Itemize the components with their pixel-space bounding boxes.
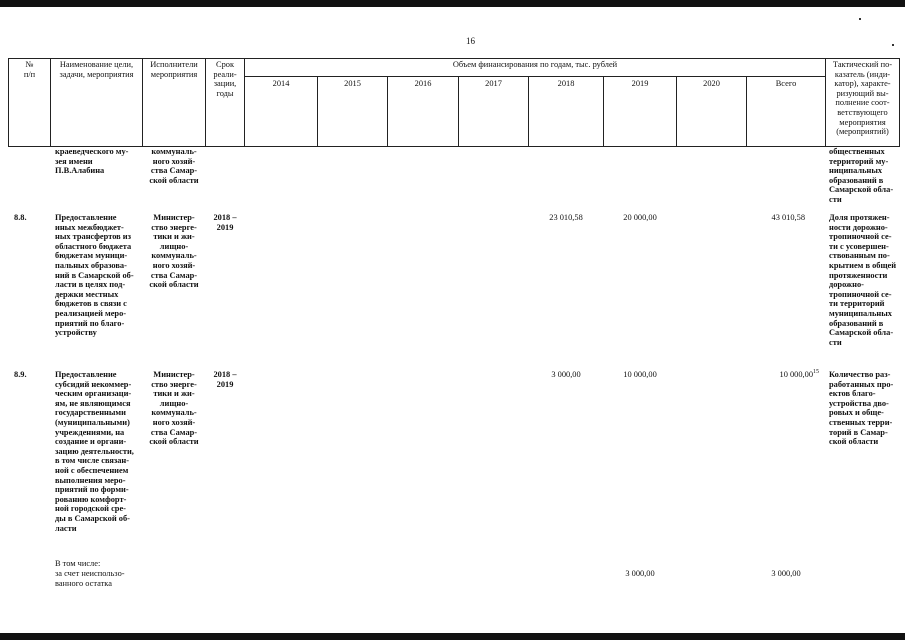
continuation-executor: коммуналь- ного хозяй- ства Самар- ской области xyxy=(149,147,199,185)
row-executor: Министер- ство энерге- тики и жи- лищно- коммуналь- ного хозяй- ства Самар- ской области xyxy=(149,370,199,447)
row-period: 2018 – 2019 xyxy=(213,213,237,232)
header-total: Всего xyxy=(775,79,797,88)
row-value-2019: 20 000,00 xyxy=(623,213,657,222)
sub-name: за счет неиспользо- ванного остатка xyxy=(55,569,125,588)
row-value-total-text: 43 010,58 xyxy=(771,213,805,222)
row-executor: Министер- ство энерге- тики и жи- лищно- коммуналь- ного хозяй- ства Самар- ской области xyxy=(149,213,199,290)
row-name: Предоставление субсидий некоммер- ческим организаци- ям, не являющимся государственными (муниципальными) учреждениями, на создание и органи- зацию деятельности, в том числе связан- ной с обеспечением выполнения меро- приятий по форми- рованию комфорт- ной городской сре- ды в Самарской об- ласти xyxy=(55,370,134,533)
sub-title: В том числе: xyxy=(55,559,101,568)
header-funding: Объем финансирования по годам, тыс. рублей xyxy=(452,60,618,69)
sub-value-total: 3 000,00 xyxy=(771,569,801,578)
row-value-total xyxy=(747,370,819,380)
header-year-2017: 2017 xyxy=(485,79,502,88)
row-value-total xyxy=(747,213,805,223)
page-number: 16 xyxy=(466,36,475,46)
header-year-2018: 2018 xyxy=(557,79,575,88)
header-num: № п/п xyxy=(23,60,36,79)
row-value-total-footnote: 15 xyxy=(813,369,819,376)
scan-speck xyxy=(892,44,894,46)
row-number: 8.9. xyxy=(14,370,27,379)
row-value-total-text: 10 000,00 xyxy=(779,370,813,379)
row-indicator: Доля протяжен- ности дорожно- тропиночной се- ти с усовершен- ствованным по- крытием в общей протяженности дорожно- тропиночной се- ти территорий муниципальных образований в Самарской обла- сти xyxy=(829,213,897,347)
sub-value-2019: 3 000,00 xyxy=(625,569,655,578)
header-year-2015: 2015 xyxy=(344,79,361,88)
row-name: Предоставление иных межбюджет- ных трансфертов из областного бюджета бюджетам муници- пальных образова- ний в Самарской об- ласти в целях под- держки местных бюджетов в связи с реализацией меро- приятий по благо- устройству xyxy=(55,213,134,338)
row-value-2019: 10 000,00 xyxy=(623,370,657,379)
continuation-name: краеведческого му- зея имени П.В.Алабина xyxy=(55,147,129,176)
header-name: Наименование цели, задачи, мероприятия xyxy=(59,60,134,79)
top-border xyxy=(0,0,905,7)
row-value-2018: 3 000,00 xyxy=(551,370,581,379)
header-year-2020: 2020 xyxy=(703,79,720,88)
header-year-2016: 2016 xyxy=(414,79,432,88)
continuation-indicator: общественных территорий му- ниципальных образований в Самарской обла- сти xyxy=(829,147,894,204)
header-period: Срок реали- зации, годы xyxy=(213,60,237,98)
row-indicator: Количество раз- работанных про- ектов благо- устройства дво- ровых и обще- ственных терри- торий в Самар- ской области xyxy=(829,370,894,447)
bottom-border xyxy=(0,633,905,640)
header-executor: Исполнители мероприятия xyxy=(150,60,198,79)
header-indicator: Тактический по- казатель (инди- катор), характе- ризующий вы- полнение соот- ветствующего мероприятия (мероприятий) xyxy=(832,60,893,137)
row-period: 2018 – 2019 xyxy=(213,370,237,389)
row-value-2018: 23 010,58 xyxy=(549,213,583,222)
header-year-2014: 2014 xyxy=(272,79,290,88)
scan-speck xyxy=(859,18,861,20)
header-year-2019: 2019 xyxy=(631,79,649,88)
row-number: 8.8. xyxy=(14,213,27,222)
